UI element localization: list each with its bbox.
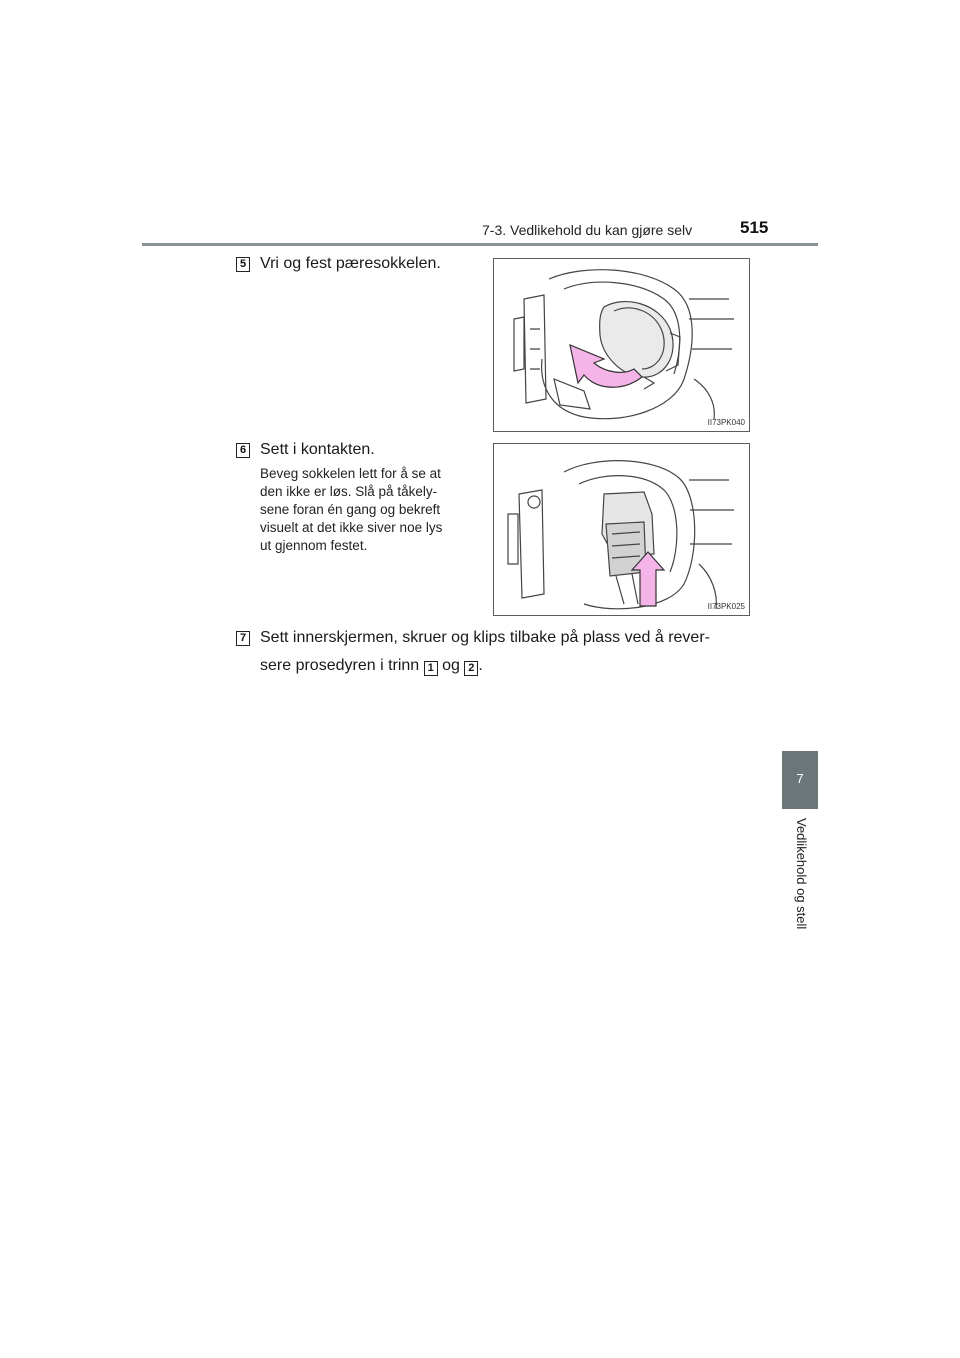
- step-7-line-2: [260, 657, 483, 676]
- chapter-tab: [782, 751, 818, 809]
- figure-code: II73PK040: [707, 418, 745, 427]
- step-number-box: 6: [236, 443, 250, 458]
- description-line: visuelt at det ikke siver noe lys: [260, 520, 443, 535]
- step-reference-box: 1: [424, 661, 438, 676]
- figure-code: II73PK025: [707, 602, 745, 611]
- page-number: 515: [740, 218, 769, 237]
- description-line: ut gjennom festet.: [260, 538, 368, 553]
- connector-insert-icon: [494, 444, 749, 615]
- figure-bulb-socket: [493, 258, 750, 432]
- step-6-title: Sett i kontakten.: [260, 441, 375, 458]
- chapter-title: Vedlikehold og stell: [794, 818, 809, 930]
- step-5-title: Vri og fest pæresokkelen.: [260, 255, 441, 272]
- description-line: sene foran én gang og bekreft: [260, 502, 441, 517]
- step-number-box: 7: [236, 631, 250, 646]
- figure-connector: [493, 443, 750, 616]
- description-line: Beveg sokkelen lett for å se at: [260, 466, 441, 481]
- header-divider: [142, 243, 818, 246]
- step-7-text: sere prosedyren i trinn: [260, 657, 420, 674]
- step-7-text: og: [442, 657, 460, 674]
- bulb-socket-rotate-icon: [494, 259, 749, 431]
- step-7-text: .: [478, 657, 483, 674]
- step-7-line-1: Sett innerskjermen, skruer og klips tilbake på plass ved å rever-: [260, 629, 710, 646]
- step-number-box: 5: [236, 257, 250, 272]
- step-reference-box: 2: [464, 661, 478, 676]
- description-line: den ikke er løs. Slå på tåkely-: [260, 484, 438, 499]
- chapter-number: 7: [796, 771, 804, 786]
- step-6-description: [260, 465, 482, 555]
- section-title: 7-3. Vedlikehold du kan gjøre selv: [482, 222, 693, 238]
